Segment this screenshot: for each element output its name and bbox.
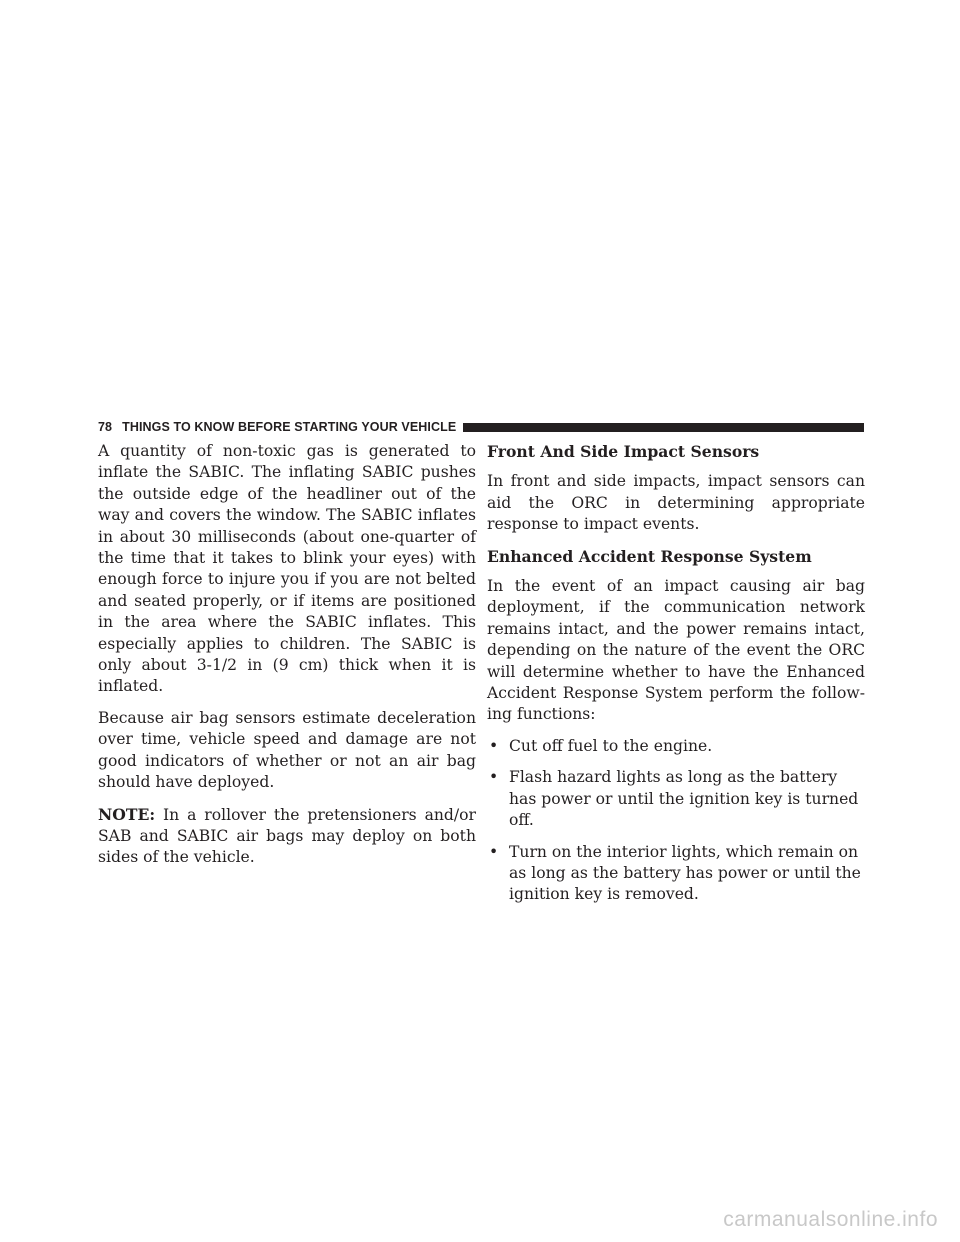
heading-accident-response: Enhanced Accident Response System [487,546,812,566]
watermark: carmanualsonline.info [723,1208,938,1231]
list-item [487,842,865,906]
list-item [487,736,865,757]
left-column [98,441,476,879]
bullet-icon: • [489,768,499,787]
section-title: THINGS TO KNOW BEFORE STARTING YOUR VEHICLE [122,420,457,434]
list-item [487,767,865,831]
list-item-text: Turn on the interior lights, which remain on as long as the battery has power or until the ignition key is removed. [509,842,861,904]
list-item-text: Flash hazard lights as long as the battery has power or until the ignition key is turned off. [509,768,859,830]
page-header [98,416,864,438]
heading-impact-sensors: Front And Side Impact Sensors [487,442,760,461]
bullet-icon: • [489,736,499,755]
header-rule [463,423,864,432]
list-item-text: Cut off fuel to the engine. [509,736,713,755]
paragraph-sabic-inflation: A quantity of non-toxic gas is generated to inflate the SABIC. The inflating SABIC pushes the outside edge of the headliner out of the way and covers the window. The SABIC inflates in about 30 milliseconds (about one-quarter of the time that it takes to blink your eyes) with enough force to injure you if you are not belted and seated properly, or if items are positioned in the area where the SABIC inflates. This especially applies to children. The SABIC is only about 3-1/2 in (9 cm) thick when it is inflated. [98,442,476,696]
paragraph-air-bag-sensors: Because air bag sensors estimate deceleration over time, vehicle speed and damage are not good indicators of whether or not an air bag should have deployed. [98,708,476,792]
function-list [487,736,865,906]
note-paragraph [98,804,476,869]
paragraph-accident-response: In the event of an impact causing air bag deployment, if the communication network remains intact, and the power remains intact, depending on the nature of the event the ORC will determine whether to have the Enhanced Accident Response System perform the follow-ing functions: [487,577,865,724]
bullet-icon: • [489,842,499,861]
page-number: 78 [98,420,113,434]
paragraph-impact-sensors: In front and side impacts, impact sensors can aid the ORC in determining appropriate response to impact events. [487,472,865,534]
note-label: NOTE: [98,804,156,824]
right-column [487,441,865,916]
note-text: In a rollover the pretensioners and/or SAB and SABIC air bags may deploy on both sides of the vehicle. [98,805,476,867]
